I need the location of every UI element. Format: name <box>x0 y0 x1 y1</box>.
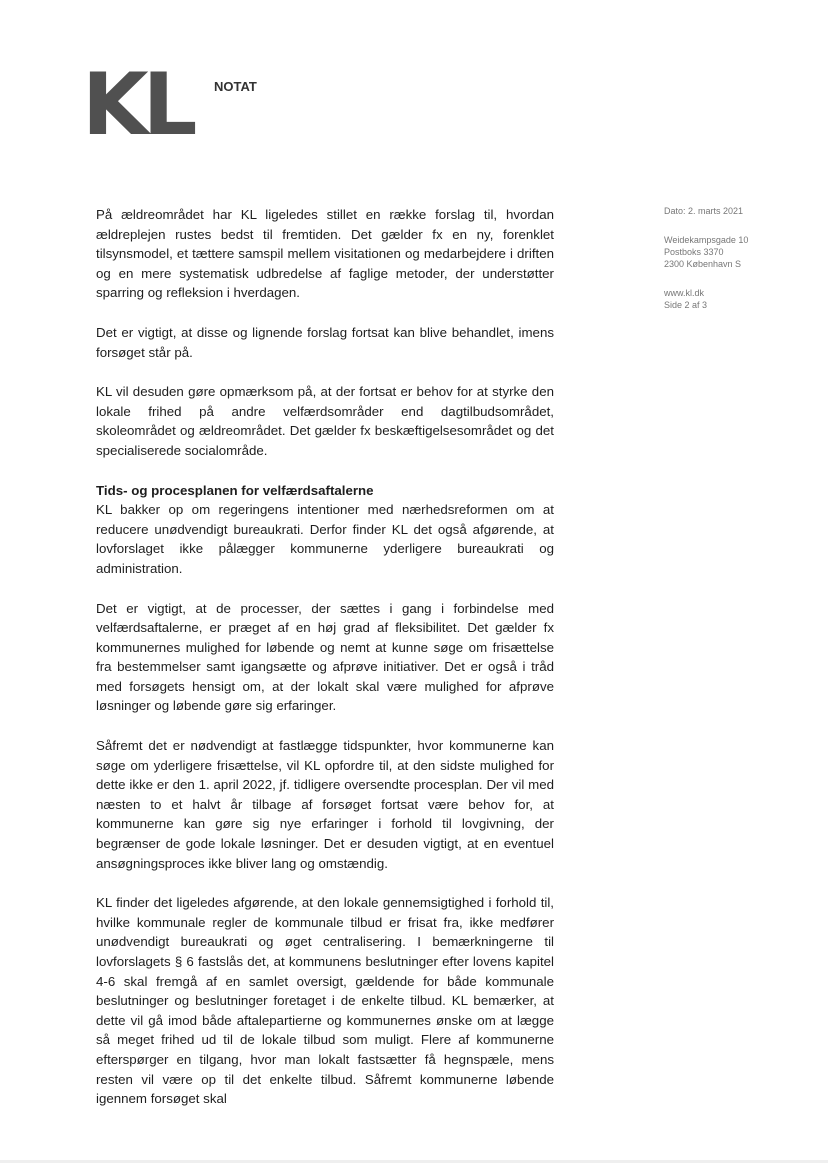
sidebar-info <box>664 205 814 311</box>
document-body <box>96 205 554 1109</box>
address-city: 2300 København S <box>664 259 742 269</box>
document-type-label: NOTAT <box>214 79 257 94</box>
kl-logo: KL <box>82 55 192 155</box>
website-link[interactable]: www.kl.dk <box>664 288 705 298</box>
address-street: Weidekampsgade 10 <box>664 235 749 245</box>
page-number: Side 2 af 3 <box>664 300 708 310</box>
paragraph-1: På ældreområdet har KL ligeledes stillet en række forslag til, hvordan ældreplejen rustes bedst til fremtiden. Det gælder fx en ny, forenklet tilsynsmodel, et tættere samspil mellem visitationen og medarbejdere i driften og en mere systematisk udbredelse af faglige metoder, der understøtter sparring og refleksion i hverdagen. <box>96 207 554 301</box>
page-bottom-divider <box>0 1160 828 1163</box>
paragraph-4: KL bakker op om regeringens intentioner med nærhedsreformen om at reducere unødvendigt bureaukrati. Derfor finder KL det også afgørende, at lovforslaget ikke pålægger kommunerne yderligere bureaukrati og administration. <box>96 502 554 576</box>
section-heading: Tids- og procesplanen for velfærdsaftalerne <box>96 482 374 498</box>
paragraph-5: Det er vigtigt, at de processer, der sættes i gang i forbindelse med velfærdsaftalerne, er præget af en høj grad af fleksibilitet. Det gælder fx kommunernes mulighed for løbende og nemt at kunne søge om frisættelse fra bestemmelser samt igangsætte og afprøve initiativer. Det er også i tråd med forsøgets hensigt om, at der lokalt skal være mulighed for afprøve løsninger og løbende gøre sig erfaringer. <box>96 600 554 714</box>
paragraph-6: Såfremt det er nødvendigt at fastlægge tidspunkter, hvor kommunerne kan søge om yderligere frisættelse, vil KL opfordre til, at den sidste mulighed for dette ikke er den 1. april 2022, jf. tidligere oversendte procesplan. Der vil med næsten to et halvt år tilbage af forsøget fortsat være behov for, at kommunerne kan gøre sig nye erfaringer i forhold til lovgivning, der begrænser de gode lokale løsninger. Det er desuden vigtigt, at en eventuel ansøgningsproces ikke bliver lang og omstændig. <box>96 738 554 871</box>
paragraph-7: KL finder det ligeledes afgørende, at den lokale gennemsigtighed i forhold til, hvilke kommunale regler de kommunale tilbud er frisat fra, ikke medfører unødvendigt bureaukrati og øget centralisering. I bemærkningerne til lovforslagets § 6 fastslås det, at kommunens beslutninger efter lovens kapitel 4-6 skal fremgå af en samlet oversigt, gældende for både kommunale beslutninger og beslutninger foretaget i de enkelte tilbud. KL bemærker, at dette vil gå imod både aftalepartierne og kommunernes ønske om at lægge så meget frihed ud til de lokale tilbud som muligt. Flere af kommunerne efterspørger en tilgang, hvor man lokalt fastsætter få hegnspæle, mens resten vil være op til det enkelte tilbud. Såfremt kommunerne løbende igennem forsøget skal <box>96 895 554 1107</box>
address-pobox: Postboks 3370 <box>664 247 724 257</box>
document-date: Dato: 2. marts 2021 <box>664 206 744 216</box>
paragraph-2: Det er vigtigt, at disse og lignende forslag fortsat kan blive behandlet, imens forsøget står på. <box>96 324 554 360</box>
paragraph-3: KL vil desuden gøre opmærksom på, at der fortsat er behov for at styrke den lokale frihed på andre velfærdsområder end dagtilbudsområdet, skoleområdet og ældreområdet. Det gælder fx beskæftigelsesområdet og det specialiserede socialområde. <box>96 384 554 458</box>
